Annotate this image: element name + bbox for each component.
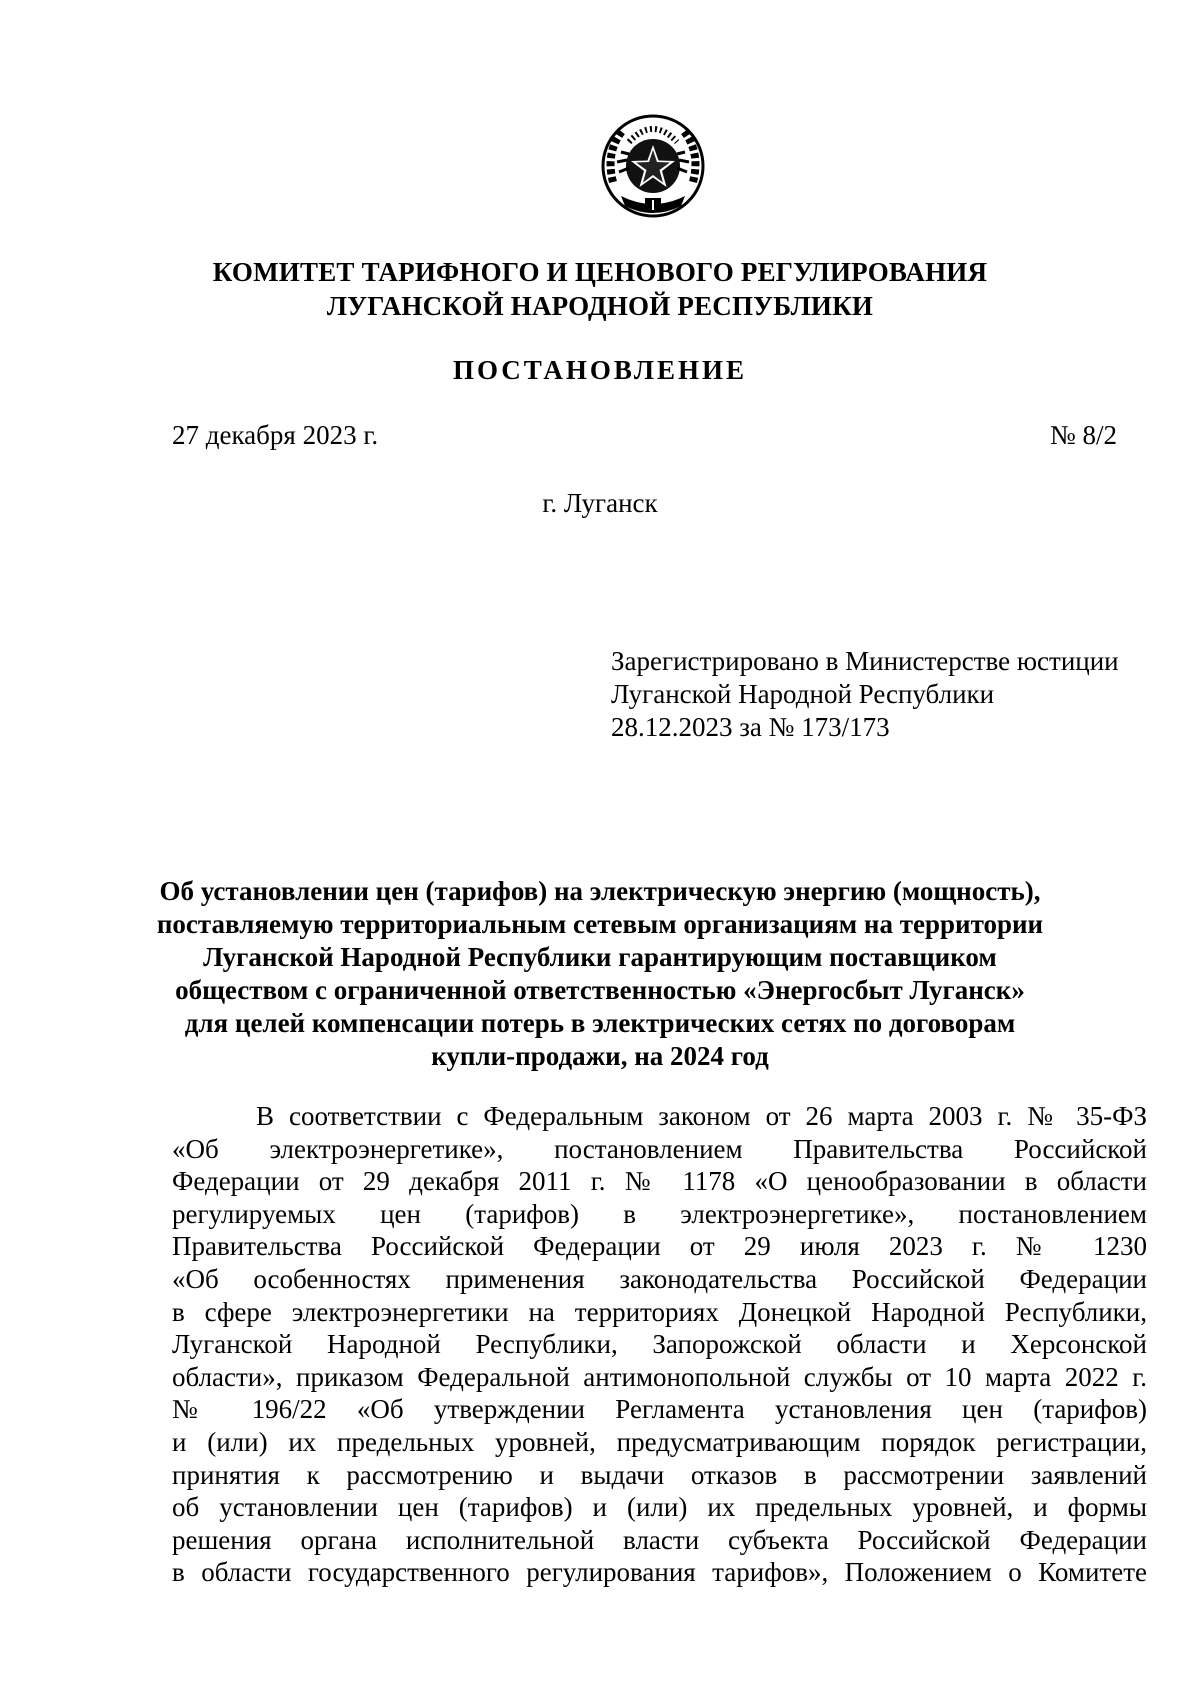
body-line: решения органа исполнительной власти субъекта Российской Федерации: [172, 1524, 1147, 1555]
title-line: Об установлении цен (тарифов) на электрическую энергию (мощность),: [159, 876, 1041, 906]
lpr-coat-of-arms-icon: [599, 112, 707, 220]
body-line: Федерации от 29 декабря 2011 г. № 1178 «О ценообразовании в области: [172, 1166, 1147, 1197]
body-line: В соответствии с Федеральным законом от 26 марта 2003 г. № 35-ФЗ: [256, 1101, 1147, 1131]
body-line: регулируемых цен (тарифов) в электроэнергетике», постановлением: [172, 1198, 1147, 1229]
body-line: № 196/22 «Об утверждении Регламента установления цен (тарифов): [172, 1394, 1147, 1425]
body-line: в сфере электроэнергетики на территориях Донецкой Народной Республики,: [172, 1296, 1147, 1327]
document-city: г. Луганск: [542, 488, 658, 518]
title-line: для целей компенсации потерь в электрических сетях по договорам: [184, 1008, 1016, 1038]
body-line: в области государственного регулирования тарифов», Положением о Комитете: [172, 1557, 1147, 1588]
title-line: поставляемую территориальным сетевым организациям на территории: [156, 909, 1044, 939]
title-line: обществом с ограниченной ответственностью «Энергосбыт Луганск»: [175, 975, 1025, 1005]
title-line: купли-продажи, на 2024 год: [431, 1041, 769, 1071]
body-line: области», приказом Федеральной антимонопольной службы от 10 марта 2022 г.: [172, 1361, 1147, 1392]
body-line: «Об электроэнергетике», постановлением Правительства Российской: [172, 1133, 1147, 1164]
title-line: Луганской Народной Республики гарантирующим поставщиком: [203, 942, 997, 972]
body-line: «Об особенностях применения законодательства Российской Федерации: [172, 1263, 1147, 1294]
body-line: Луганской Народной Республики, Запорожской области и Херсонской: [172, 1329, 1147, 1360]
registration-line: Зарегистрировано в Министерстве юстиции: [611, 646, 1119, 676]
document-number: № 8/2: [1049, 420, 1117, 450]
document-body: [172, 1100, 1147, 1589]
body-line: Правительства Российской Федерации от 29 июля 2023 г. № 1230: [172, 1231, 1147, 1262]
document-date: 27 декабря 2023 г.: [172, 420, 379, 450]
body-line: и (или) их предельных уровней, предусматривающим порядок регистрации,: [172, 1426, 1147, 1457]
document-title: [0, 875, 1200, 1073]
registration-line: Луганской Народной Республики: [611, 679, 995, 709]
org-name-line1: КОМИТЕТ ТАРИФНОГО И ЦЕНОВОГО РЕГУЛИРОВАНИЯ: [212, 257, 988, 287]
body-line: об установлении цен (тарифов) и (или) их предельных уровней, и формы: [172, 1492, 1147, 1523]
document-type: ПОСТАНОВЛЕНИЕ: [452, 355, 748, 385]
org-name-line2: ЛУГАНСКОЙ НАРОДНОЙ РЕСПУБЛИКИ: [326, 291, 874, 321]
body-line: принятия к рассмотрению и выдачи отказов в рассмотрении заявлений: [172, 1459, 1147, 1490]
registration-line: 28.12.2023 за № 173/173: [611, 712, 890, 742]
registration-stamp: [611, 645, 1119, 744]
